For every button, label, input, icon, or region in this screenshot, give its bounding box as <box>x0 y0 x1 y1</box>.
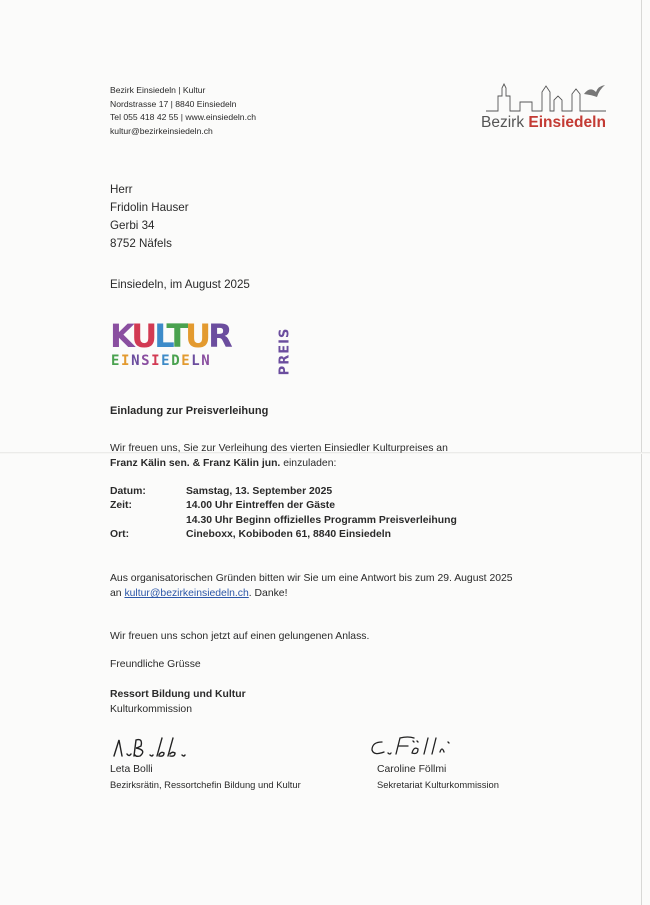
logo-letter: I <box>121 353 132 369</box>
sender-line-4: kultur@bezirkeinsiedeln.ch <box>110 125 213 136</box>
logo-letter: L <box>191 353 202 369</box>
sender-address <box>110 84 256 138</box>
logo-letter: E <box>181 353 192 369</box>
datum-label: Datum: <box>110 486 146 497</box>
recipient-name: Fridolin Hauser <box>110 201 189 214</box>
logo-letter: K <box>110 317 132 355</box>
zeit-label: Zeit: <box>110 500 132 511</box>
rsvp-line-1: Aus organisatorischen Gründen bitten wir Sie um eine Antwort bis zum 29. August 2025 <box>110 573 513 584</box>
signature-leta-bolli <box>110 734 220 762</box>
recipient-street: Gerbi 34 <box>110 219 155 232</box>
signer-1-title: Bezirksrätin, Ressortchefin Bildung und Kultur <box>110 779 301 790</box>
bezirk-logo-text <box>481 114 606 132</box>
rsvp-email-link[interactable]: kultur@bezirkeinsiedeln.ch <box>124 588 249 599</box>
zeit-value-1: 14.00 Uhr Eintreffen der Gäste <box>186 500 335 511</box>
logo-letter: D <box>171 353 182 369</box>
preis-word: PREIS <box>277 327 293 376</box>
signer-1-name: Leta Bolli <box>110 764 153 775</box>
org-name: Ressort Bildung und Kultur <box>110 689 246 700</box>
intro-line-1: Wir freuen uns, Sie zur Verleihung des vierten Einsiedler Kulturpreises an <box>110 443 448 454</box>
logo-letter: N <box>131 353 142 369</box>
rsvp-line-2 <box>110 588 287 599</box>
sender-line-3: Tel 055 418 42 55 | www.einsiedeln.ch <box>110 112 257 122</box>
closing-line: Wir freuen uns schon jetzt auf einen gelungenen Anlass. <box>110 631 370 642</box>
intro-line-2 <box>110 458 336 469</box>
greeting: Freundliche Grüsse <box>110 659 201 670</box>
logo-letter: N <box>201 353 212 369</box>
logo-letter: L <box>154 317 167 355</box>
logo-letter: I <box>151 353 162 369</box>
sender-line-1: Bezirk Einsiedeln | Kultur <box>110 85 206 95</box>
intro-line-2-rest: einzuladen: <box>280 458 337 469</box>
kultur-preis-logo <box>110 317 293 380</box>
datum-value: Samstag, 13. September 2025 <box>186 486 333 497</box>
logo-prefix: Bezirk <box>481 114 525 131</box>
recipient-salutation: Herr <box>110 183 133 196</box>
rsvp-suffix: . Danke! <box>248 588 288 599</box>
recipient-address <box>110 181 189 253</box>
logo-letter: T <box>166 317 186 355</box>
logo-name: Einsiedeln <box>528 114 606 131</box>
letter-subject: Einladung zur Preisverleihung <box>110 405 269 417</box>
ort-value: Cineboxx, Kobiboden 61, 8840 Einsiedeln <box>186 529 391 540</box>
kultur-word <box>110 317 230 355</box>
skyline-logo-icon <box>484 80 609 114</box>
zeit-value-2: 14.30 Uhr Beginn offizielles Programm Preisverleihung <box>186 515 457 526</box>
signer-2-title: Sekretariat Kulturkommission <box>377 779 499 790</box>
einsiedeln-word <box>111 353 211 369</box>
bird-icon <box>584 85 605 97</box>
logo-letter: R <box>208 317 230 355</box>
logo-letter: E <box>111 353 122 369</box>
logo-letter: E <box>161 353 172 369</box>
logo-letter: U <box>131 317 155 355</box>
logo-letter: U <box>185 317 209 355</box>
honorees: Franz Kälin sen. & Franz Kälin jun. <box>110 458 281 469</box>
org-sub: Kulturkommission <box>110 704 192 715</box>
recipient-city: 8752 Näfels <box>110 237 172 250</box>
ort-label: Ort: <box>110 529 130 540</box>
sender-line-2: Nordstrasse 17 | 8840 Einsiedeln <box>110 98 237 109</box>
logo-letter: S <box>141 353 152 369</box>
signature-caroline-follmi <box>368 732 458 760</box>
signer-2-name: Caroline Föllmi <box>377 764 447 775</box>
place-date: Einsiedeln, im August 2025 <box>110 278 250 291</box>
rsvp-prefix: an <box>110 588 125 599</box>
